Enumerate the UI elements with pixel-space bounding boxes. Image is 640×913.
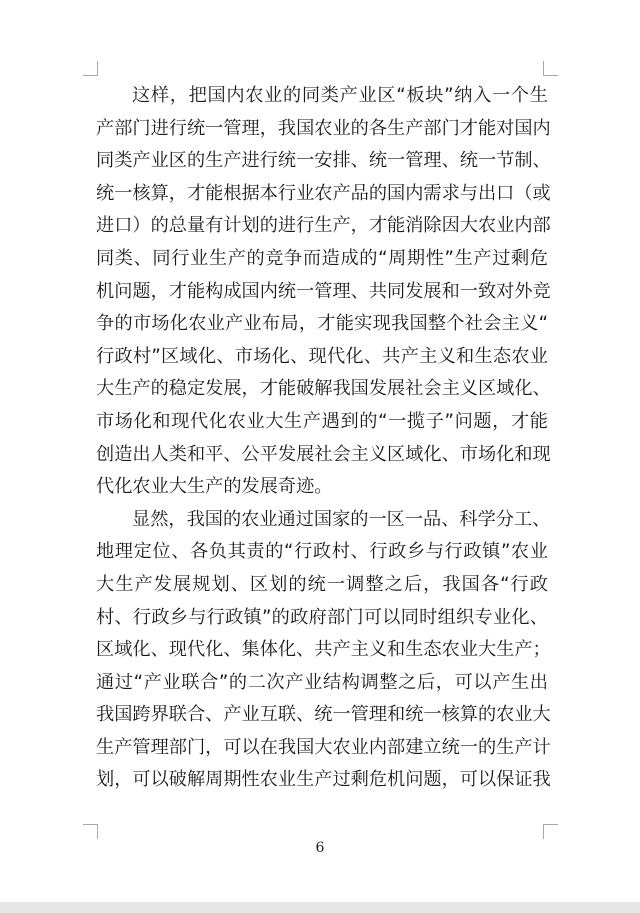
paragraph-1: [96, 80, 551, 504]
crop-mark-top-left: [83, 61, 98, 76]
text-line: 显然，我国的农业通过国家的一区一品、科学分工、: [132, 508, 551, 530]
text-line: 地理定位、各负其责的“行政村、行政乡与行政镇”农业: [96, 541, 548, 563]
crop-mark-top-right: [543, 61, 558, 76]
text-line: 区域化、现代化、集体化、共产主义和生态农业大生产；: [96, 639, 551, 661]
text-line: 划，可以破解周期性农业生产过剩危机问题，可以保证我: [96, 769, 551, 791]
text-line: 创造出人类和平、公平发展社会主义区域化、市场化和现: [96, 443, 551, 465]
text-line: 统一核算，才能根据本行业农产品的国内需求与出口（或: [96, 182, 551, 204]
text-line: 生产管理部门，可以在我国大农业内部建立统一的生产计: [96, 736, 551, 758]
text-line: 争的市场化农业产业布局，才能实现我国整个社会主义“: [96, 313, 548, 335]
text-line: 产部门进行统一管理，我国农业的各生产部门才能对国内: [96, 117, 551, 139]
page-gap-strip: [0, 902, 640, 913]
text-line: 机问题，才能构成国内统一管理、共同发展和一致对外竞: [96, 280, 551, 302]
body-text: [96, 80, 551, 797]
text-line: 同类、同行业生产的竞争而造成的“周期性”生产过剩危: [96, 247, 548, 269]
page-number: 6: [315, 840, 325, 856]
crop-mark-bottom-left: [83, 824, 98, 839]
text-line: 这样，把国内农业的同类产业区“板块”纳入一个生: [132, 85, 548, 106]
text-line: 村、行政乡与行政镇”的政府部门可以同时组织专业化、: [96, 606, 548, 628]
crop-mark-bottom-right: [543, 824, 558, 839]
text-line: 我国跨界联合、产业互联、统一管理和统一核算的农业大: [96, 704, 551, 726]
text-line: 进口）的总量有计划的进行生产，才能消除因大农业内部: [96, 215, 551, 237]
text-line: 大生产的稳定发展，才能破解我国发展社会主义区域化、: [96, 378, 551, 400]
paragraph-2: [96, 504, 551, 797]
text-line: 市场化和现代化农业大生产遇到的“一揽子”问题，才能: [96, 410, 548, 432]
text-line: 代化农业大生产的发展奇迹。: [96, 476, 333, 498]
text-line: 大生产发展规划、区划的统一调整之后，我国各“行政: [96, 573, 548, 595]
text-line: 通过“产业联合”的二次产业结构调整之后，可以产生出: [96, 671, 548, 693]
text-line: 同类产业区的生产进行统一安排、统一管理、统一节制、: [96, 150, 551, 172]
text-line: 行政村”区域化、市场化、现代化、共产主义和生态农业: [96, 345, 548, 367]
